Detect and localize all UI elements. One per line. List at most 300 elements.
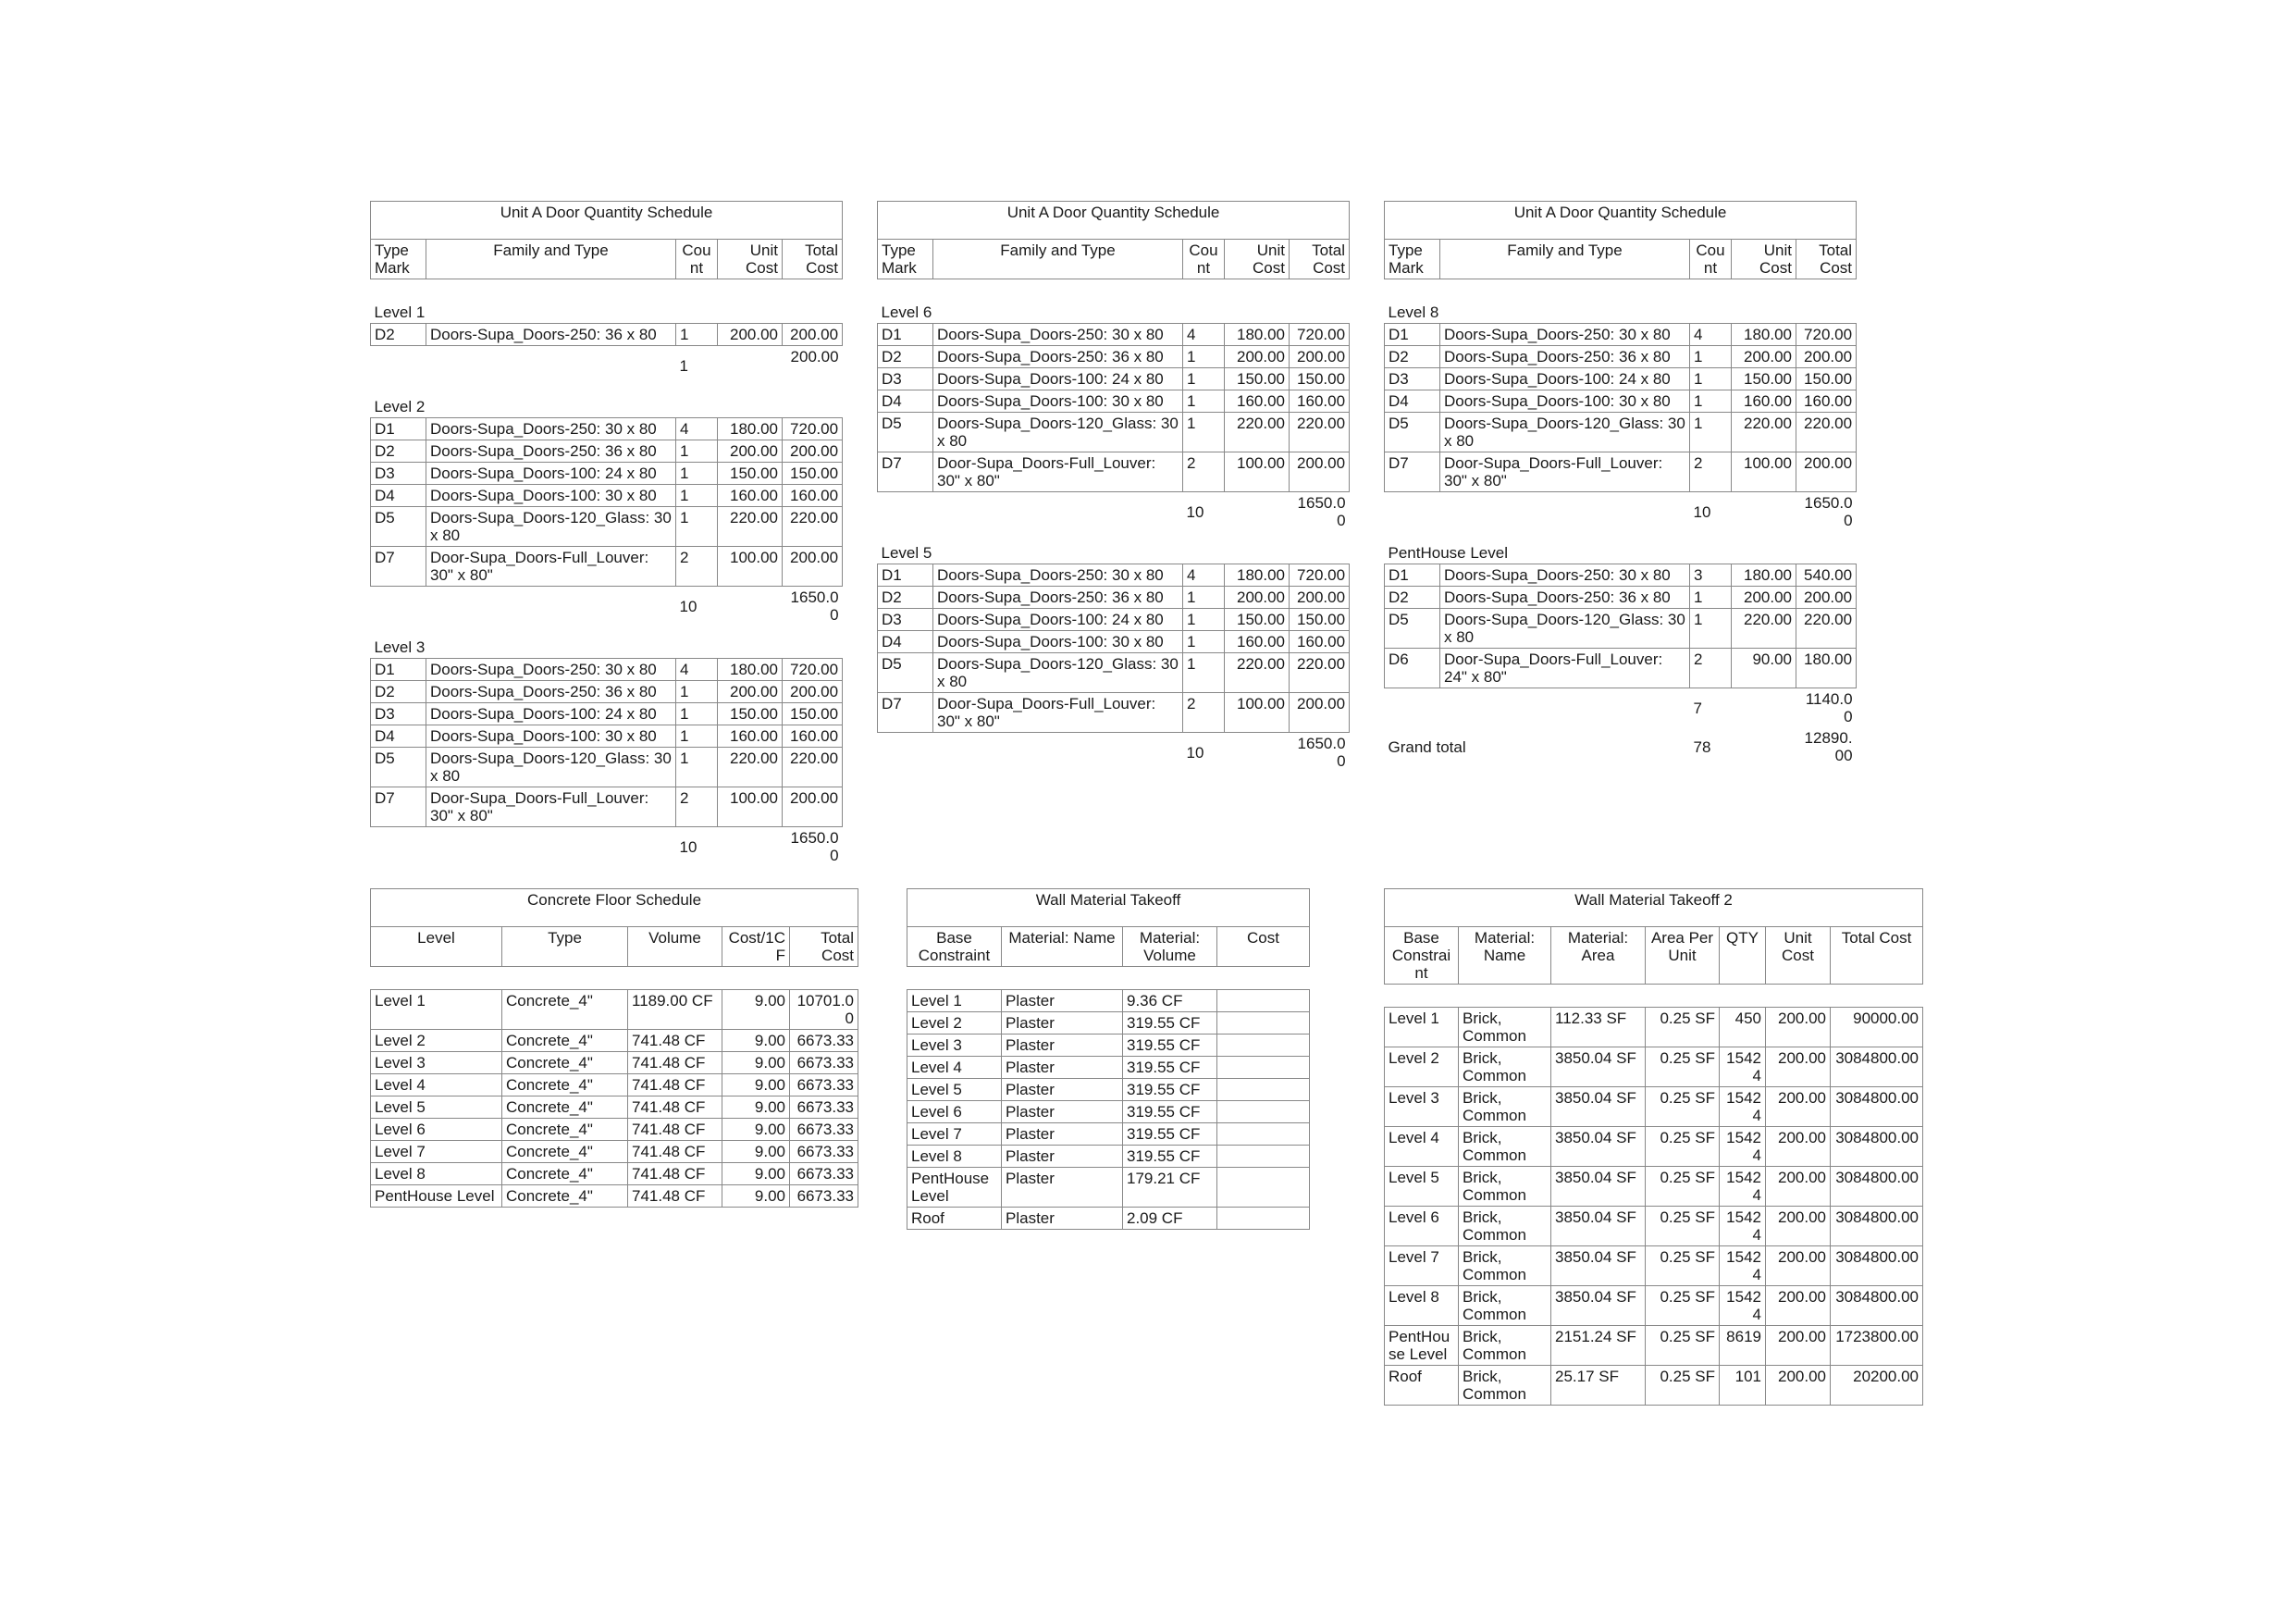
- table-row: [907, 1146, 1310, 1168]
- table-row: [907, 1012, 1310, 1035]
- table-cell: 4: [676, 418, 718, 440]
- header-row: [907, 927, 1310, 967]
- column-header: Family and Type: [1440, 240, 1690, 279]
- group-header-row: [371, 302, 843, 324]
- table-cell: Doors-Supa_Doors-100: 24 x 80: [933, 609, 1183, 631]
- subtotal-row: [371, 587, 843, 626]
- table-cell: 180.00: [1225, 324, 1290, 346]
- table-cell: D1: [1385, 324, 1440, 346]
- table-cell: 180.00: [718, 659, 783, 681]
- table-row: [371, 1096, 858, 1119]
- table-cell: Door-Supa_Doors-Full_Louver: 24" x 80": [1440, 649, 1690, 688]
- table-cell: 1: [676, 485, 718, 507]
- subtotal-count: 10: [1186, 743, 1204, 762]
- table-cell: 90.00: [1732, 649, 1796, 688]
- table-cell: 4: [1183, 564, 1225, 587]
- table-cell: 200.00: [1766, 1087, 1831, 1127]
- subtotal-cost: 1650.0 0: [790, 588, 839, 624]
- table-cell: 319.55 CF: [1123, 1035, 1217, 1057]
- table-cell: 1: [1183, 346, 1225, 368]
- table-cell: 1: [1183, 390, 1225, 413]
- table-row: [1385, 609, 1857, 649]
- table-cell: 9.00: [722, 1030, 790, 1052]
- table-row: [371, 659, 843, 681]
- table-cell: Doors-Supa_Doors-120_Glass: 30 x 80: [933, 653, 1183, 693]
- table-cell: 9.00: [722, 990, 790, 1030]
- table-cell: D3: [371, 463, 426, 485]
- table-cell: D4: [878, 631, 933, 653]
- table-cell: 3850.04 SF: [1551, 1087, 1646, 1127]
- schedule-title: Unit A Door Quantity Schedule: [1385, 202, 1857, 240]
- table-cell: Doors-Supa_Doors-100: 24 x 80: [426, 463, 676, 485]
- table-cell: PentHouse Level: [371, 1185, 502, 1208]
- subtotal-count: 10: [679, 597, 697, 615]
- table-cell: Level 6: [1385, 1207, 1459, 1246]
- table-cell: [1217, 1123, 1310, 1146]
- subtotal-cost: 1650.0 0: [1297, 494, 1346, 529]
- header-row: [1385, 927, 1923, 985]
- table-cell: 150.00: [1225, 368, 1290, 390]
- title-row: [371, 202, 843, 240]
- table-row: [1385, 413, 1857, 452]
- table-cell: Roof: [1385, 1366, 1459, 1406]
- table-cell: Doors-Supa_Doors-120_Glass: 30 x 80: [426, 748, 676, 787]
- table-cell: 3850.04 SF: [1551, 1246, 1646, 1286]
- column-header: Type Mark: [1385, 240, 1440, 279]
- table-cell: Level 2: [371, 1030, 502, 1052]
- table-cell: 6673.33: [790, 1030, 858, 1052]
- table-cell: Plaster: [1002, 1035, 1123, 1057]
- table-cell: D5: [371, 507, 426, 547]
- subtotal-row: [1385, 688, 1857, 728]
- table-cell: 1542 4: [1720, 1207, 1766, 1246]
- wall-material-takeoff: [907, 888, 1310, 1230]
- table-cell: 160.00: [1796, 390, 1857, 413]
- table-cell: D5: [1385, 609, 1440, 649]
- table-cell: 6673.33: [790, 1141, 858, 1163]
- table-cell: 200.00: [1766, 1246, 1831, 1286]
- table-row: [1385, 1167, 1923, 1207]
- table-cell: 150.00: [1290, 609, 1350, 631]
- table-cell: Brick, Common: [1459, 1326, 1551, 1366]
- title-row: [1385, 202, 1857, 240]
- table-cell: 220.00: [718, 748, 783, 787]
- table-cell: 200.00: [1225, 346, 1290, 368]
- table-row: [1385, 346, 1857, 368]
- table-cell: 220.00: [783, 748, 843, 787]
- table-row: [878, 452, 1350, 492]
- grand-total-count: 78: [1693, 737, 1711, 756]
- group-label: PentHouse Level: [1388, 544, 1508, 562]
- table-cell: 1: [1183, 609, 1225, 631]
- table-cell: D1: [878, 324, 933, 346]
- table-cell: 220.00: [1796, 413, 1857, 452]
- table-cell: 3850.04 SF: [1551, 1127, 1646, 1167]
- table-cell: 2151.24 SF: [1551, 1326, 1646, 1366]
- table-cell: 1: [1690, 609, 1732, 649]
- table-cell: 319.55 CF: [1123, 1101, 1217, 1123]
- table-cell: 9.00: [722, 1119, 790, 1141]
- table-cell: 150.00: [783, 463, 843, 485]
- table-cell: Doors-Supa_Doors-250: 36 x 80: [426, 681, 676, 703]
- table-cell: Doors-Supa_Doors-250: 30 x 80: [1440, 324, 1690, 346]
- group-header-row: [1385, 542, 1857, 564]
- table-cell: 1542 4: [1720, 1246, 1766, 1286]
- table-cell: Level 2: [1385, 1047, 1459, 1087]
- table-cell: D5: [878, 413, 933, 452]
- group-label: Level 3: [374, 638, 426, 656]
- table-cell: 0.25 SF: [1646, 1087, 1720, 1127]
- table-row: [371, 418, 843, 440]
- table-cell: 180.00: [1732, 324, 1796, 346]
- table-cell: D1: [371, 418, 426, 440]
- table-cell: 1542 4: [1720, 1286, 1766, 1326]
- table-cell: Brick, Common: [1459, 1047, 1551, 1087]
- table-cell: Concrete_4": [502, 1030, 628, 1052]
- table-cell: 100.00: [718, 547, 783, 587]
- table-cell: 200.00: [783, 324, 843, 346]
- table-cell: 1: [676, 507, 718, 547]
- table-row: [878, 653, 1350, 693]
- table-cell: 1: [1690, 346, 1732, 368]
- table-cell: 319.55 CF: [1123, 1079, 1217, 1101]
- table-cell: [1217, 1146, 1310, 1168]
- schedule-table: [877, 201, 1350, 772]
- table-cell: 100.00: [1225, 693, 1290, 733]
- table-cell: Level 7: [371, 1141, 502, 1163]
- table-cell: 180.00: [718, 418, 783, 440]
- table-cell: 220.00: [718, 507, 783, 547]
- table-cell: 160.00: [1732, 390, 1796, 413]
- table-cell: 0.25 SF: [1646, 1167, 1720, 1207]
- table-row: [907, 1101, 1310, 1123]
- table-cell: 540.00: [1796, 564, 1857, 587]
- table-cell: 0.25 SF: [1646, 1326, 1720, 1366]
- table-row: [371, 1141, 858, 1163]
- table-cell: Plaster: [1002, 1012, 1123, 1035]
- table-cell: Level 6: [371, 1119, 502, 1141]
- table-cell: Level 3: [371, 1052, 502, 1074]
- table-cell: [1217, 1057, 1310, 1079]
- table-row: [371, 1163, 858, 1185]
- table-cell: 1: [1183, 653, 1225, 693]
- table-cell: D2: [878, 587, 933, 609]
- table-cell: 741.48 CF: [628, 1119, 722, 1141]
- table-cell: 160.00: [1225, 390, 1290, 413]
- table-cell: [1217, 1079, 1310, 1101]
- concrete-floor-schedule: [370, 888, 858, 1208]
- column-header: Family and Type: [933, 240, 1183, 279]
- table-cell: Concrete_4": [502, 1119, 628, 1141]
- table-row: [1385, 564, 1857, 587]
- schedule-table: [370, 201, 843, 866]
- table-row: [1385, 649, 1857, 688]
- table-cell: 450: [1720, 1008, 1766, 1047]
- table-cell: 319.55 CF: [1123, 1012, 1217, 1035]
- table-cell: 6673.33: [790, 1052, 858, 1074]
- door-schedule-2: [877, 201, 1350, 772]
- table-cell: 200.00: [783, 547, 843, 587]
- table-cell: D7: [1385, 452, 1440, 492]
- table-cell: Level 2: [907, 1012, 1002, 1035]
- table-row: [1385, 1286, 1923, 1326]
- column-header: Type Mark: [878, 240, 933, 279]
- table-cell: 1: [676, 324, 718, 346]
- table-cell: Doors-Supa_Doors-100: 24 x 80: [1440, 368, 1690, 390]
- table-cell: 200.00: [1766, 1047, 1831, 1087]
- table-cell: 741.48 CF: [628, 1030, 722, 1052]
- table-cell: Concrete_4": [502, 1141, 628, 1163]
- table-row: [1385, 587, 1857, 609]
- table-cell: D2: [371, 681, 426, 703]
- table-cell: 6673.33: [790, 1185, 858, 1208]
- table-cell: D1: [1385, 564, 1440, 587]
- table-row: [371, 681, 843, 703]
- schedule-title: Wall Material Takeoff: [907, 889, 1310, 927]
- table-cell: 200.00: [1290, 587, 1350, 609]
- table-row: [907, 1057, 1310, 1079]
- table-cell: 319.55 CF: [1123, 1057, 1217, 1079]
- table-cell: 1: [676, 681, 718, 703]
- table-cell: PentHou se Level: [1385, 1326, 1459, 1366]
- table-cell: 200.00: [1796, 587, 1857, 609]
- table-row: [907, 1079, 1310, 1101]
- column-header: Total Cost: [1831, 927, 1923, 985]
- table-cell: Doors-Supa_Doors-250: 36 x 80: [426, 324, 676, 346]
- table-cell: 150.00: [1225, 609, 1290, 631]
- table-cell: Level 3: [907, 1035, 1002, 1057]
- table-cell: 200.00: [783, 440, 843, 463]
- table-cell: 1: [676, 703, 718, 725]
- column-header: Cou nt: [1690, 240, 1732, 279]
- table-row: [878, 390, 1350, 413]
- table-cell: 200.00: [1796, 346, 1857, 368]
- table-row: [1385, 1087, 1923, 1127]
- table-cell: Plaster: [1002, 1101, 1123, 1123]
- table-cell: 9.00: [722, 1074, 790, 1096]
- table-cell: Level 5: [1385, 1167, 1459, 1207]
- table-cell: 200.00: [1732, 346, 1796, 368]
- column-header: Cost/1C F: [722, 927, 790, 967]
- table-cell: Brick, Common: [1459, 1008, 1551, 1047]
- table-cell: 9.00: [722, 1096, 790, 1119]
- table-row: [371, 485, 843, 507]
- table-cell: D2: [1385, 587, 1440, 609]
- table-row: [878, 631, 1350, 653]
- table-cell: 200.00: [783, 681, 843, 703]
- table-cell: 741.48 CF: [628, 1163, 722, 1185]
- table-row: [878, 609, 1350, 631]
- table-row: [878, 368, 1350, 390]
- table-cell: 1: [1183, 413, 1225, 452]
- table-cell: [1217, 1012, 1310, 1035]
- table-cell: 1723800.00: [1831, 1326, 1923, 1366]
- table-cell: 720.00: [1796, 324, 1857, 346]
- table-cell: 20200.00: [1831, 1366, 1923, 1406]
- table-cell: 200.00: [1290, 452, 1350, 492]
- table-cell: 0.25 SF: [1646, 1047, 1720, 1087]
- table-cell: 160.00: [1290, 631, 1350, 653]
- table-cell: 2: [1690, 649, 1732, 688]
- table-row: [878, 413, 1350, 452]
- table-cell: Level 4: [907, 1057, 1002, 1079]
- table-cell: 220.00: [1225, 653, 1290, 693]
- group-header-row: [1385, 302, 1857, 324]
- table-cell: 1: [1183, 368, 1225, 390]
- table-cell: 160.00: [718, 725, 783, 748]
- table-cell: Level 6: [907, 1101, 1002, 1123]
- table-cell: Doors-Supa_Doors-250: 36 x 80: [1440, 346, 1690, 368]
- table-cell: 1: [1183, 587, 1225, 609]
- group-label: Level 8: [1388, 304, 1439, 321]
- table-cell: Concrete_4": [502, 1052, 628, 1074]
- table-cell: 3850.04 SF: [1551, 1286, 1646, 1326]
- table-cell: D2: [878, 346, 933, 368]
- table-cell: 0.25 SF: [1646, 1286, 1720, 1326]
- table-cell: Level 7: [907, 1123, 1002, 1146]
- table-cell: 6673.33: [790, 1096, 858, 1119]
- schedule-title: Unit A Door Quantity Schedule: [878, 202, 1350, 240]
- table-cell: Doors-Supa_Doors-100: 30 x 80: [933, 390, 1183, 413]
- table-cell: 179.21 CF: [1123, 1168, 1217, 1208]
- table-cell: 200.00: [718, 440, 783, 463]
- title-row: [878, 202, 1350, 240]
- column-header: Cou nt: [676, 240, 718, 279]
- table-cell: Plaster: [1002, 1057, 1123, 1079]
- table-cell: Level 8: [907, 1146, 1002, 1168]
- group-label: Level 6: [881, 304, 932, 321]
- table-cell: D3: [371, 703, 426, 725]
- table-cell: Doors-Supa_Doors-250: 30 x 80: [426, 659, 676, 681]
- table-cell: Brick, Common: [1459, 1207, 1551, 1246]
- table-cell: 1542 4: [1720, 1087, 1766, 1127]
- table-cell: 2.09 CF: [1123, 1208, 1217, 1230]
- table-cell: Concrete_4": [502, 1163, 628, 1185]
- column-header: Material: Area: [1551, 927, 1646, 985]
- table-cell: 160.00: [783, 725, 843, 748]
- table-cell: Doors-Supa_Doors-120_Glass: 30 x 80: [1440, 609, 1690, 649]
- table-cell: 200.00: [1290, 693, 1350, 733]
- title-row: [907, 889, 1310, 927]
- table-cell: 4: [676, 659, 718, 681]
- table-cell: 150.00: [718, 703, 783, 725]
- table-cell: 720.00: [1290, 324, 1350, 346]
- column-header: Total Cost: [1796, 240, 1857, 279]
- table-cell: Level 4: [1385, 1127, 1459, 1167]
- subtotal-cost: 1140.0 0: [1805, 690, 1853, 725]
- table-cell: Door-Supa_Doors-Full_Louver: 30" x 80": [426, 547, 676, 587]
- subtotal-count: 10: [1186, 502, 1204, 521]
- table-cell: 3850.04 SF: [1551, 1047, 1646, 1087]
- column-header: Material: Name: [1002, 927, 1123, 967]
- table-cell: 220.00: [1796, 609, 1857, 649]
- table-cell: D1: [878, 564, 933, 587]
- column-header: Total Cost: [783, 240, 843, 279]
- wall-material-takeoff-2: [1384, 888, 1923, 1406]
- table-row: [371, 990, 858, 1030]
- table-cell: 200.00: [1766, 1326, 1831, 1366]
- table-row: [371, 547, 843, 587]
- table-cell: 319.55 CF: [1123, 1123, 1217, 1146]
- subtotal-row: [878, 492, 1350, 532]
- table-cell: 160.00: [718, 485, 783, 507]
- table-cell: Level 5: [371, 1096, 502, 1119]
- table-cell: 90000.00: [1831, 1008, 1923, 1047]
- table-cell: 741.48 CF: [628, 1185, 722, 1208]
- table-row: [371, 1119, 858, 1141]
- group-header-row: [371, 396, 843, 418]
- schedule-table: [370, 888, 858, 1208]
- table-cell: Plaster: [1002, 1208, 1123, 1230]
- table-cell: 1: [1690, 368, 1732, 390]
- header-row: [878, 240, 1350, 279]
- table-row: [907, 1168, 1310, 1208]
- table-cell: 1: [1690, 413, 1732, 452]
- schedule-table: [907, 888, 1310, 1230]
- table-cell: D2: [1385, 346, 1440, 368]
- table-cell: 100.00: [1225, 452, 1290, 492]
- table-cell: 720.00: [783, 659, 843, 681]
- title-row: [1385, 889, 1923, 927]
- table-cell: 220.00: [1225, 413, 1290, 452]
- table-cell: 741.48 CF: [628, 1052, 722, 1074]
- door-schedule-1: [370, 201, 843, 866]
- column-header: Material: Name: [1459, 927, 1551, 985]
- table-cell: 160.00: [1290, 390, 1350, 413]
- table-cell: Doors-Supa_Doors-100: 30 x 80: [426, 485, 676, 507]
- column-header: Volume: [628, 927, 722, 967]
- column-header: Total Cost: [1290, 240, 1350, 279]
- table-cell: D5: [371, 748, 426, 787]
- table-cell: 0.25 SF: [1646, 1246, 1720, 1286]
- table-row: [371, 1030, 858, 1052]
- table-cell: Level 8: [1385, 1286, 1459, 1326]
- table-cell: [1217, 990, 1310, 1012]
- table-cell: 3084800.00: [1831, 1087, 1923, 1127]
- table-cell: 101: [1720, 1366, 1766, 1406]
- table-cell: 9.00: [722, 1185, 790, 1208]
- table-cell: 3: [1690, 564, 1732, 587]
- table-cell: 200.00: [1766, 1207, 1831, 1246]
- table-cell: 200.00: [1766, 1167, 1831, 1207]
- table-cell: D3: [878, 368, 933, 390]
- table-cell: 0.25 SF: [1646, 1207, 1720, 1246]
- table-cell: 3084800.00: [1831, 1167, 1923, 1207]
- table-cell: Level 8: [371, 1163, 502, 1185]
- table-cell: Concrete_4": [502, 1185, 628, 1208]
- table-cell: 9.00: [722, 1052, 790, 1074]
- table-cell: 200.00: [718, 681, 783, 703]
- header-row: [371, 240, 843, 279]
- table-cell: 200.00: [1766, 1286, 1831, 1326]
- table-cell: D3: [1385, 368, 1440, 390]
- group-header-row: [371, 637, 843, 659]
- table-cell: 1: [676, 748, 718, 787]
- table-cell: 150.00: [783, 703, 843, 725]
- subtotal-row: [1385, 492, 1857, 532]
- schedule-title: Concrete Floor Schedule: [371, 889, 858, 927]
- table-cell: 0.25 SF: [1646, 1366, 1720, 1406]
- table-cell: Doors-Supa_Doors-250: 30 x 80: [933, 324, 1183, 346]
- table-row: [1385, 390, 1857, 413]
- table-cell: 100.00: [718, 787, 783, 827]
- table-cell: 3850.04 SF: [1551, 1167, 1646, 1207]
- table-cell: D5: [1385, 413, 1440, 452]
- schedule-title: Unit A Door Quantity Schedule: [371, 202, 843, 240]
- column-header: Total Cost: [790, 927, 858, 967]
- column-header: Unit Cost: [1732, 240, 1796, 279]
- table-cell: 1: [676, 725, 718, 748]
